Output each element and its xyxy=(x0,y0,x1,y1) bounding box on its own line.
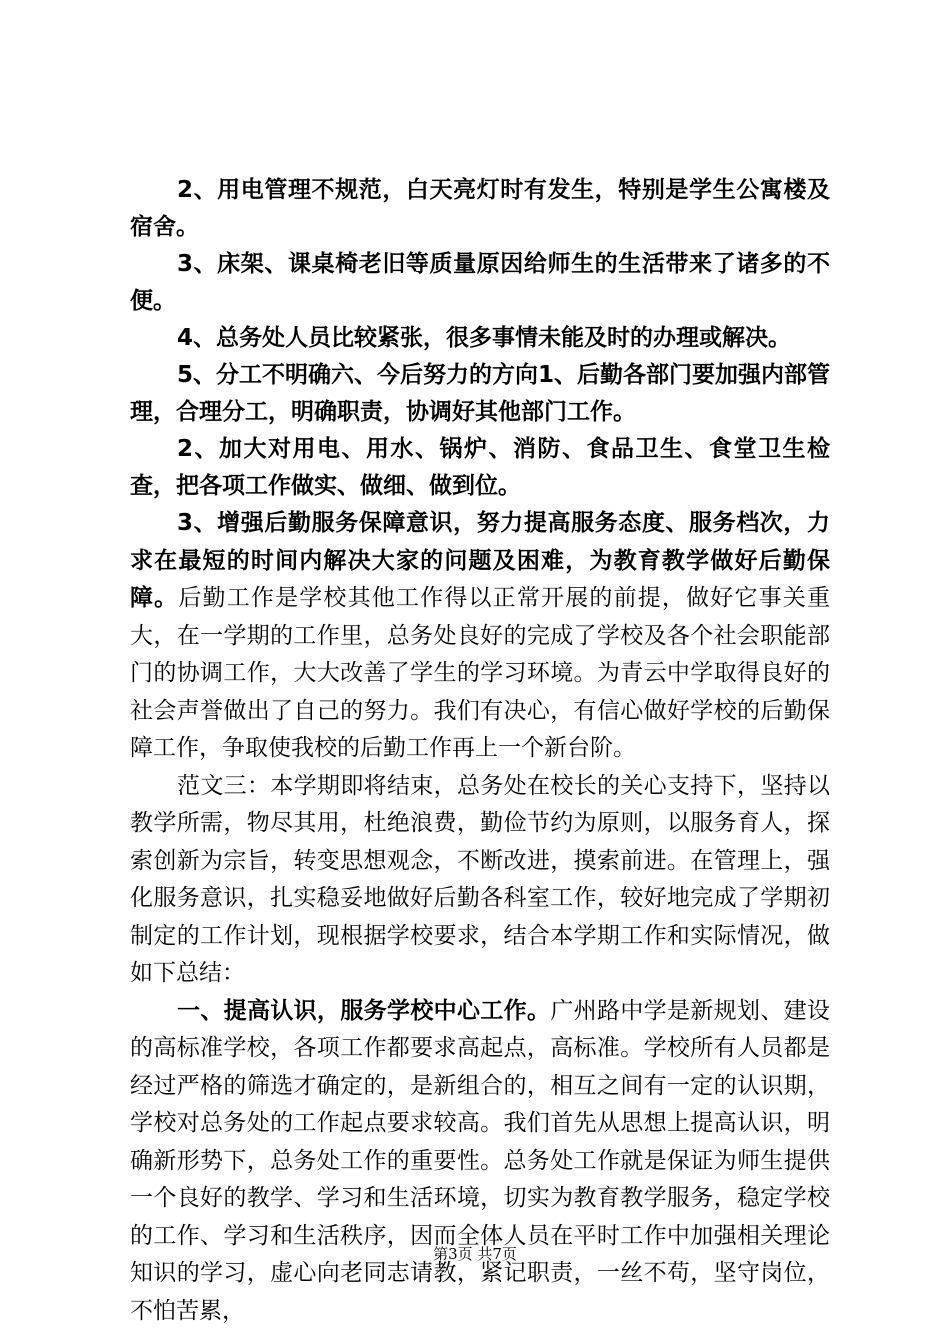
paragraph-staff-shortage xyxy=(130,320,830,357)
paragraph-electricity-management xyxy=(130,172,830,246)
paragraph-section-one xyxy=(130,993,830,1331)
paragraph-text: 5、分工不明确六、今后努力的方向1、后勤各部门要加强内部管理，合理分工，明确职责，协调好其他部门工作。 xyxy=(130,362,831,425)
page-number: 第3页 共7页 xyxy=(433,1245,517,1263)
paragraph-text: 3、床架、课桌椅老旧等质量原因给师生的生活带来了诸多的不便。 xyxy=(130,251,830,314)
document-body xyxy=(130,172,830,1330)
paragraph-division-of-labor xyxy=(130,357,830,431)
paragraph-text: 4、总务处人员比较紧张，很多事情未能及时的办理或解决。 xyxy=(177,325,792,351)
paragraph-text: 范文三：本学期即将结束，总务处在校长的关心支持下，坚持以教学所需，物尽其用，杜绝浪费，勤俭节约为原则，以服务育人，探索创新为宗旨，转变思想观念，不断改进，摸索前进。在管理上，强化服务意识，扎实稳妥地做好后勤各科室工作，较好地完成了学期初制定的工作计划，现根据学校要求，结合本学期工作和实际情况，做如下总结： xyxy=(130,772,830,986)
paragraph-service-awareness xyxy=(130,505,830,768)
paragraph-text: 广州路中学是新规划、建设的高标准学校，各项工作都要求高起点，高标准。学校所有人员都是经过严格的筛选才确定的，是新组合的，相互之间有一定的认识期，学校对总务处的工作起点要求较高。我们首先从思想上提高认识，明确新形势下，总务处工作的重要性。总务处工作就是保证为师生提供一个良好的教学、学习和生活环境，切实为教育教学服务，稳定学校的工作、学习和生活秩序，因而全体人员在平时工作中加强相关理论知识的学习，虚心向老同志请教，紧记职责，一丝不苟，坚守岗位，不怕苦累， xyxy=(130,997,831,1324)
paragraph-text: 后勤工作是学校其他工作得以正常开展的前提，做好它事关重大，在一学期的工作里，总务处良好的完成了学校及各个社会职能部门的协调工作，大大改善了学生的学习环境。为青云中学取得良好的社会声誉做出了自己的努力。我们有决心，有信心做好学校的后勤保障工作，争取使我校的后勤工作再上一个新台阶。 xyxy=(130,585,831,761)
paragraph-sample-three xyxy=(130,768,830,993)
paragraph-inspection xyxy=(130,431,830,505)
paragraph-bold-lead: 3、增强后勤服务保障意识，努力提高服务态度、服务档次，力求在最短的时间内解决大家的问题及困难，为教育教学做好后勤保障。 xyxy=(130,510,830,611)
section-heading: 一、提高认识，服务学校中心工作。 xyxy=(177,997,551,1024)
paragraph-text: 2、用电管理不规范，白天亮灯时有发生，特别是学生公寓楼及宿舍。 xyxy=(130,177,830,240)
paragraph-furniture xyxy=(130,246,830,320)
page-footer xyxy=(0,1244,950,1264)
paragraph-text: 2、加大对用电、用水、锅炉、消防、食品卫生、食堂卫生检查，把各项工作做实、做细、做到位。 xyxy=(130,436,830,499)
